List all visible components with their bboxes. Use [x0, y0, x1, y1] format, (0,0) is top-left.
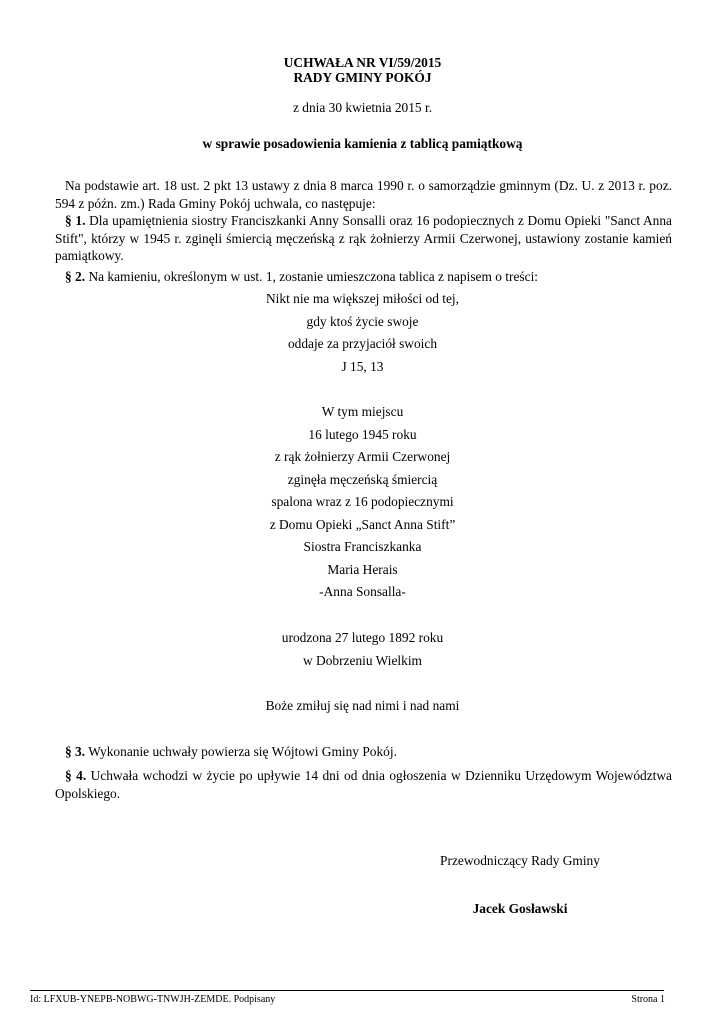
resolution-number: UCHWAŁA NR VI/59/2015	[283, 55, 442, 70]
section-1-marker: § 1.	[65, 213, 86, 228]
preamble-paragraph: Na podstawie art. 18 ust. 2 pkt 13 ustawy z dnia 8 marca 1990 r. o samorządzie gminnym (Dz. U. z 2013 r. poz. 594 z późn. zm.) Rada Gminy Pokój uchwala, co następuje:	[55, 178, 672, 211]
section-3-text: Wykonanie uchwały powierza się Wójtowi Gminy Pokój.	[85, 744, 397, 759]
inscription-line: w Dobrzeniu Wielkim	[303, 653, 422, 668]
section-3-marker: § 3.	[65, 744, 86, 759]
section-2-paragraph	[55, 268, 672, 286]
footer-divider	[30, 990, 664, 991]
inscription-line: Siostra Franciszkanka	[303, 539, 422, 554]
section-1-text: Dla upamiętnienia siostry Franciszkanki Anny Sonsalli oraz 16 podopiecznych z Domu Opieki "Sanct Anna Stift", którzy w 1945 r. zginęli śmiercią męczeńską z rąk żołnierzy Armii Czerwonej, ustawiony zostanie kamień pamiątkowy.	[55, 213, 672, 263]
section-2-text: Na kamieniu, określonym w ust. 1, zostanie umieszczona tablica z napisem o treści:	[85, 269, 539, 284]
resolution-subject: w sprawie posadowienia kamienia z tablicą pamiątkową	[202, 136, 523, 151]
footer-page-number: Strona 1	[631, 994, 665, 1005]
section-3-paragraph	[55, 743, 672, 761]
signature-role: Przewodniczący Rady Gminy	[440, 853, 600, 868]
resolution-date: z dnia 30 kwietnia 2015 r.	[292, 100, 433, 115]
inscription-line: oddaje za przyjaciół swoich	[287, 336, 438, 351]
inscription-line: J 15, 13	[341, 359, 384, 374]
inscription-line: gdy ktoś życie swoje	[306, 314, 419, 329]
section-2-marker: § 2.	[65, 269, 86, 284]
signature-name: Jacek Gosławski	[472, 901, 568, 916]
inscription-line: z Domu Opieki „Sanct Anna Stift”	[269, 517, 456, 532]
inscription-line: 16 lutego 1945 roku	[308, 427, 417, 442]
inscription-line: Maria Herais	[327, 562, 398, 577]
inscription-line: Nikt nie ma większej miłości od tej,	[265, 291, 459, 306]
inscription-line: Boże zmiłuj się nad nimi i nad nami	[265, 698, 460, 713]
inscription-line: -Anna Sonsalla-	[319, 584, 406, 599]
footer-document-id: Id: LFXUB-YNEPB-NOBWG-TNWJH-ZEMDE. Podpisany	[30, 994, 276, 1005]
section-4-paragraph	[55, 767, 672, 802]
inscription-line: z rąk żołnierzy Armii Czerwonej	[274, 449, 451, 464]
inscription-line: zginęła męczeńską śmiercią	[287, 472, 438, 487]
section-4-text: Uchwała wchodzi w życie po upływie 14 dni od dnia ogłoszenia w Dzienniku Urzędowym Województwa Opolskiego.	[55, 768, 673, 801]
section-4-marker: § 4.	[65, 768, 87, 783]
inscription-line: urodzona 27 lutego 1892 roku	[281, 630, 444, 645]
council-name: RADY GMINY POKÓJ	[293, 70, 432, 85]
inscription-line: W tym miejscu	[321, 404, 404, 419]
section-1-paragraph	[55, 212, 672, 265]
inscription-line: spalona wraz z 16 podopiecznymi	[271, 494, 454, 509]
